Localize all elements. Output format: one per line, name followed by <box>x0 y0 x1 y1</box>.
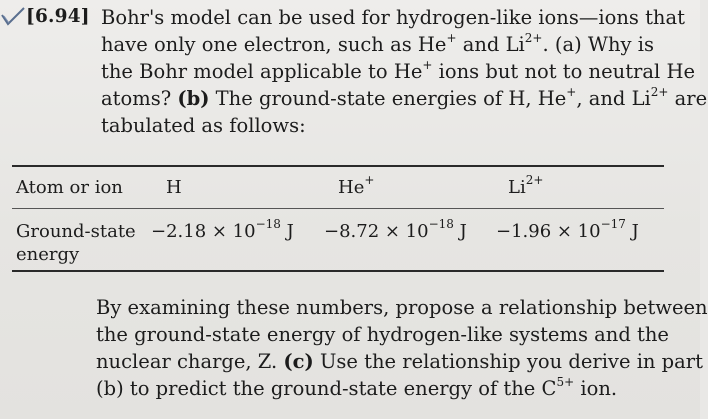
question-line-4: (b) to predict the ground-state energy of the $C^{5+}$ ion. <box>96 375 618 400</box>
intro-line-4: atoms? (b) The ground-state energies of H, He+, and $Li^{2+}$ are <box>101 85 708 110</box>
intro-line-3: the Bohr model applicable to He+ ions but not to neutral He <box>101 58 695 83</box>
question-line-2: the ground-state energy of hydrogen-like systems and the <box>96 323 669 346</box>
question-line-1: By examining these numbers, propose a relationship between <box>96 296 708 319</box>
problem-number: [6.94] <box>26 6 90 27</box>
problem-question <box>96 294 708 402</box>
intro-line-5: tabulated as follows: <box>101 114 306 137</box>
table-row-label-continued: energy <box>16 244 80 265</box>
table-header-he: He+ <box>338 173 375 198</box>
table-value-he: $-8.72 \times 10^{-18}$ J <box>324 217 467 242</box>
intro-line-2: have only one electron, such as He+ and $Li^{2+}$. (a) Why is <box>101 31 654 56</box>
table-header-rule <box>12 208 664 209</box>
table-header-atom-or-ion: Atom or ion <box>16 177 123 198</box>
checkmark-icon <box>0 6 26 28</box>
table-bottom-rule <box>12 270 664 272</box>
table-value-li: $-1.96 \times 10^{-17}$ J <box>496 217 639 242</box>
question-line-3: nuclear charge, Z. (c) Use the relationship you derive in part <box>96 350 703 373</box>
table-top-rule <box>12 165 664 167</box>
table-value-h: $-2.18 \times 10^{-18}$ J <box>151 217 294 242</box>
intro-line-1: Bohr's model can be used for hydrogen-like ions—ions that <box>101 6 685 29</box>
problem-intro <box>101 4 708 139</box>
table-row-label: Ground-state <box>16 221 136 242</box>
table-header-h: H <box>166 177 182 198</box>
table-header-li: $Li^{2+}$ <box>508 173 544 198</box>
